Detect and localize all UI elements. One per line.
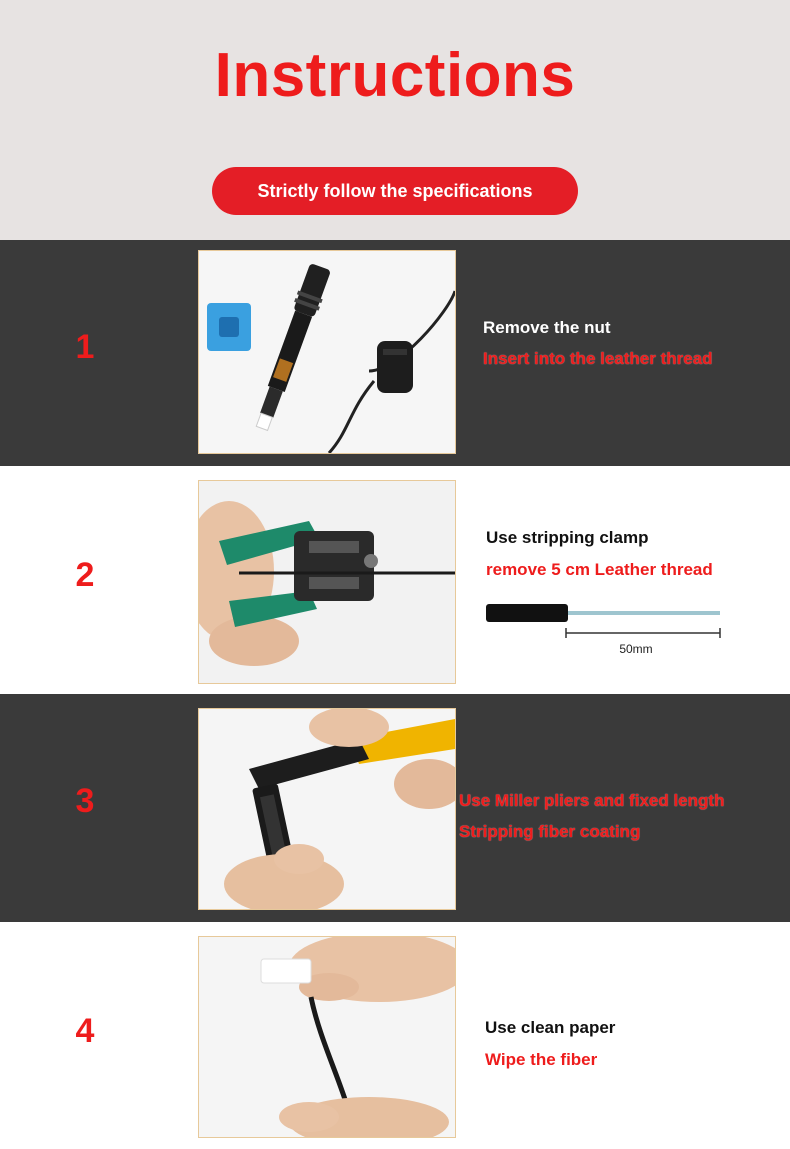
step-1-detail: Insert into the leather thread bbox=[483, 349, 713, 368]
step-number: 3 bbox=[75, 782, 95, 820]
step-2-photo bbox=[198, 480, 456, 684]
step-number: 4 bbox=[75, 1012, 95, 1050]
step-2-instruction: Use stripping clamp bbox=[486, 528, 649, 547]
step-2-detail: remove 5 cm Leather thread bbox=[486, 560, 713, 579]
step-number: 2 bbox=[75, 556, 95, 594]
step-3 bbox=[0, 694, 790, 922]
specification-badge bbox=[212, 167, 578, 215]
step-2 bbox=[0, 466, 790, 694]
step-4-instruction: Use clean paper bbox=[485, 1018, 616, 1037]
step-3-detail: Stripping fiber coating bbox=[459, 822, 641, 841]
measure-label: 50mm bbox=[619, 642, 653, 656]
header-banner bbox=[0, 0, 790, 240]
step-4-detail: Wipe the fiber bbox=[485, 1050, 598, 1069]
step-number: 1 bbox=[75, 328, 95, 366]
step-4 bbox=[0, 922, 790, 1149]
cable-length-diagram bbox=[484, 598, 734, 658]
step-1-photo bbox=[198, 250, 456, 454]
specification-badge-label: Strictly follow the specifications bbox=[257, 180, 533, 201]
step-1 bbox=[0, 240, 790, 466]
page-title: Instructions bbox=[214, 41, 576, 110]
step-3-instruction: Use Miller pliers and fixed length bbox=[459, 791, 725, 810]
step-3-photo bbox=[198, 708, 456, 910]
step-4-photo bbox=[198, 936, 456, 1138]
step-1-instruction: Remove the nut bbox=[483, 318, 611, 337]
